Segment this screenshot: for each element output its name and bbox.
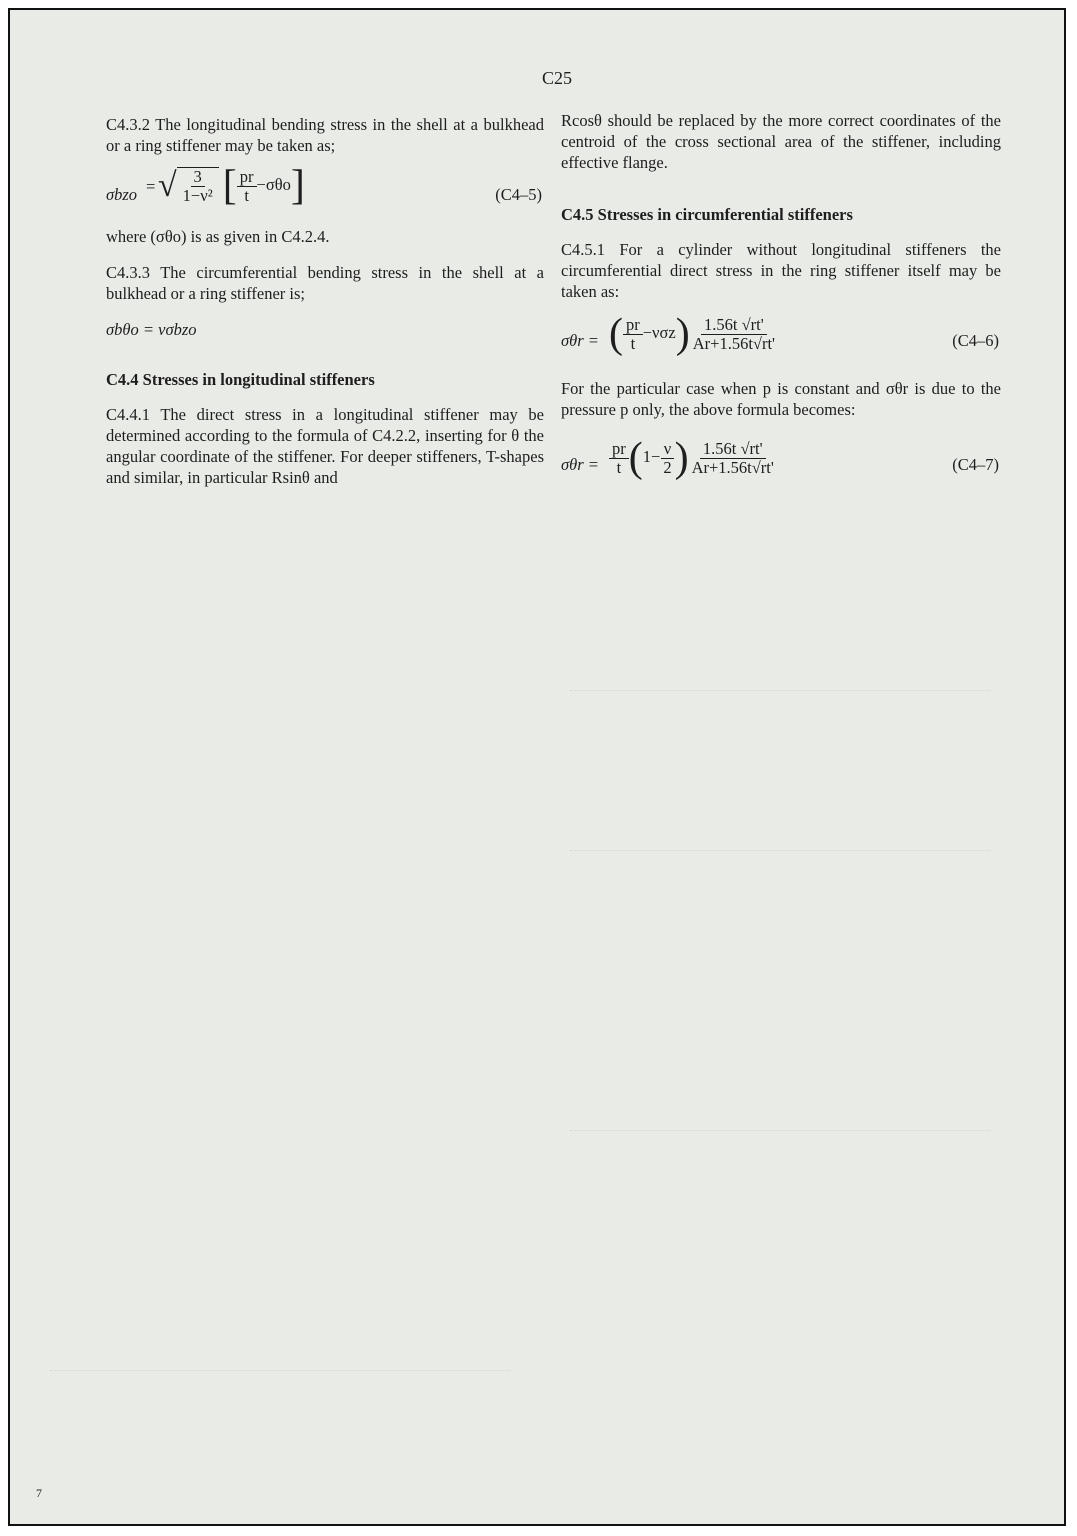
eq7-tag: (C4–7) xyxy=(952,455,999,474)
equation-c4-6 xyxy=(561,310,1001,370)
bleed-through xyxy=(50,1370,510,1381)
eq5-fden: t xyxy=(244,185,249,205)
eq7-num: 1.56t √rt' xyxy=(700,440,766,459)
eq5-fnum: pr xyxy=(237,168,257,187)
paragraph-particular: For the particular case when p is constant and σθr is due to the pressure p only, the above formula becomes: xyxy=(561,379,1001,419)
eq7-lhs: σθr = xyxy=(561,455,599,474)
equation-c4-7 xyxy=(561,434,1001,494)
paragraph-c4-4-1: C4.4.1 The direct stress in a longitudinal stiffener may be determined according to the formula of C4.2.2, inserting for θ the angular coordinate of the stiffener. For deeper stiffeners, T-shapes and similar, in particular Rsinθ and xyxy=(106,405,544,487)
bleed-through xyxy=(570,690,990,701)
heading-c4-4: C4.4 Stresses in longitudinal stiffeners xyxy=(106,370,375,389)
eq5-tag: (C4–5) xyxy=(495,185,542,204)
page-number: C25 xyxy=(542,68,573,88)
paragraph-where: where (σθo) is as given in C4.2.4. xyxy=(106,227,330,246)
equation-c4-5: σbzo = √ $\frac{3}{\text{1−ν²}}$ [ $\frac{pr}{t}$ −σθo] (C4–5) xyxy=(106,163,542,209)
left-column xyxy=(106,114,544,488)
eq6-num: 1.56t √rt' xyxy=(701,316,767,335)
document-page xyxy=(8,8,1066,1526)
eq5-lhs: σbzo xyxy=(106,185,138,204)
paragraph-continued: Rcosθ should be replaced by the more correct coordinates of the centroid of the cross sectional area of the stiffener, including effective flange. xyxy=(561,111,1001,172)
eq6-tag: (C4–6) xyxy=(952,331,999,350)
eq7-body: $\frac{pr}{t}$ (1− $\frac{\nu}{2}$ ) $\frac{1.56t √rt'}{Ar+1.56t√rt'}$ xyxy=(609,438,777,478)
paragraph-c4-3-3: C4.3.3 The circumferential bending stress in the shell at a bulkhead or a ring stiffener is; xyxy=(106,263,544,303)
bleed-through xyxy=(570,850,990,861)
right-column xyxy=(561,110,1001,494)
eq6-lhs: σθr = xyxy=(561,331,599,350)
eq5-num: 3 xyxy=(191,168,205,187)
equation-btheta: σbθo = νσbzo xyxy=(106,320,197,339)
eq6-mid: −νσz xyxy=(642,322,676,342)
eq7-den: Ar+1.56t√rt' xyxy=(691,457,774,477)
eq5-body: √ $\frac{3}{\text{1−ν²}}$ [ $\frac{pr}{t}$ −σθo] xyxy=(158,163,305,209)
footer-mark: 7 xyxy=(36,1486,42,1500)
eq6-body: ( $\frac{pr}{t}$ −νσz) $\frac{1.56t √rt'}{Ar+1.56t√rt'}$ xyxy=(609,314,778,354)
bleed-through xyxy=(570,1130,990,1141)
eq5-den: 1−ν² xyxy=(182,186,213,205)
eq5-rest: −σθo xyxy=(256,174,291,194)
heading-c4-5: C4.5 Stresses in circumferential stiffeners xyxy=(561,205,853,224)
eq6-den: Ar+1.56t√rt' xyxy=(692,333,776,353)
sqrt-symbol: √ xyxy=(158,167,177,204)
paragraph-c4-3-2: C4.3.2 The longitudinal bending stress in the shell at a bulkhead or a ring stiffener may be taken as; xyxy=(106,115,544,155)
paragraph-c4-5-1: C4.5.1 For a cylinder without longitudinal stiffeners the circumferential direct stress in the ring stiffener itself may be taken as: xyxy=(561,240,1001,301)
